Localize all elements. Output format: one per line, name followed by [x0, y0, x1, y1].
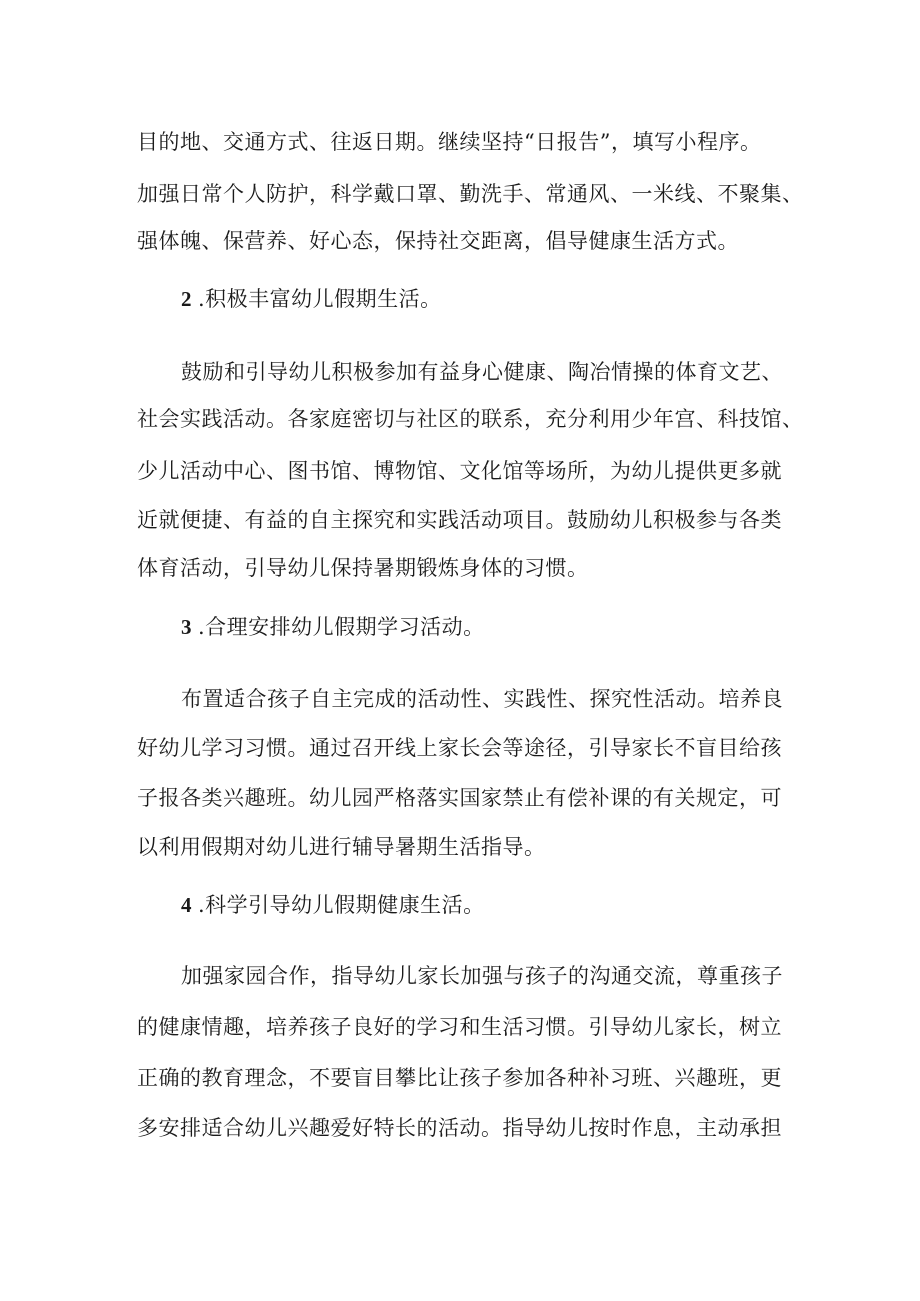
paragraph-line: 社会实践活动。各家庭密切与社区的联系，充分利用少年宫、科技馆、	[137, 407, 804, 431]
paragraph-line: 布置适合孩子自主完成的活动性、实践性、探究性活动。培养良	[181, 687, 783, 711]
paragraph-line: 体育活动，引导幼儿保持暑期锻炼身体的习惯。	[137, 556, 589, 580]
heading-text: .科学引导幼儿假期健康生活。	[198, 893, 485, 917]
paragraph-line: 子报各类兴趣班。幼儿园严格落实国家禁止有偿补课的有关规定，可	[137, 786, 782, 810]
paragraph-line: 以利用假期对幼儿进行辅导暑期生活指导。	[137, 835, 546, 859]
paragraph-line: 正确的教育理念，不要盲目攀比让孩子参加各种补习班、兴趣班，更	[137, 1066, 782, 1090]
heading-text: .合理安排幼儿假期学习活动。	[198, 615, 485, 639]
heading-number: 4	[181, 893, 192, 917]
heading-number: 3	[181, 615, 192, 639]
paragraph-line: 多安排适合幼儿兴趣爱好特长的活动。指导幼儿按时作息，主动承担	[137, 1116, 782, 1140]
paragraph-line: 加强日常个人防护，科学戴口罩、勤洗手、常通风、一米线、不聚集、	[137, 182, 804, 206]
section-heading	[181, 284, 817, 314]
paragraph-line: 的健康情趣，培养孩子良好的学习和生活习惯。引导幼儿家长，树立	[137, 1015, 782, 1039]
paragraph-line: 加强家园合作，指导幼儿家长加强与孩子的沟通交流，尊重孩子	[181, 964, 783, 988]
paragraph-line: 近就便捷、有益的自主探究和实践活动项目。鼓励幼儿积极参与各类	[137, 508, 782, 532]
paragraph-line: 少儿活动中心、图书馆、博物馆、文化馆等场所，为幼儿提供更多就	[137, 459, 782, 483]
paragraph-line: 目的地、交通方式、往返日期。继续坚持“日报告”，填写小程序。	[137, 130, 762, 154]
paragraph-line: 鼓励和引导幼儿积极参加有益身心健康、陶冶情操的体育文艺、	[181, 360, 783, 384]
section-heading	[181, 890, 817, 920]
heading-text: .积极丰富幼儿假期生活。	[198, 287, 442, 311]
section-heading	[181, 612, 817, 642]
paragraph-line: 好幼儿学习习惯。通过召开线上家长会等途径，引导家长不盲目给孩	[137, 736, 782, 760]
paragraph-line: 强体魄、保营养、好心态，保持社交距离，倡导健康生活方式。	[137, 229, 739, 253]
heading-number: 2	[181, 287, 192, 311]
